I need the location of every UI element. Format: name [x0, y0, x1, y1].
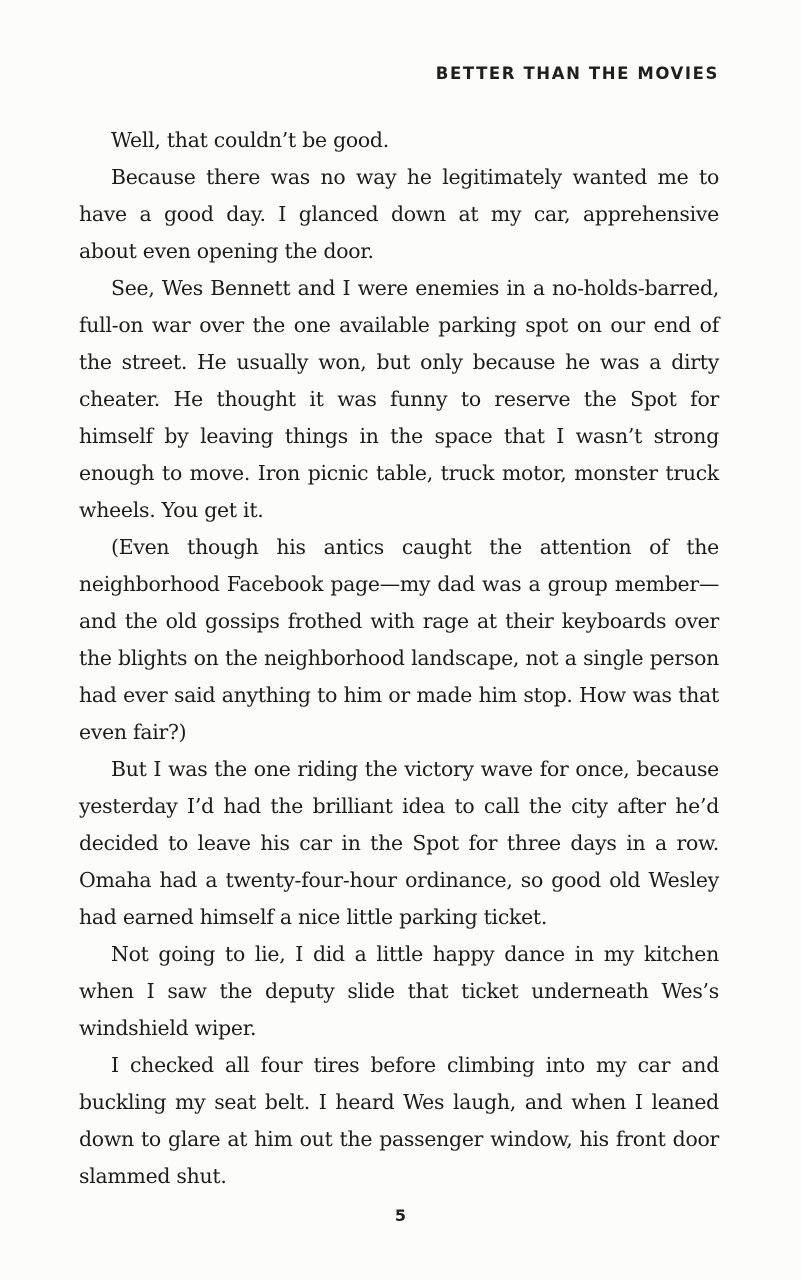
paragraph: Well, that couldn’t be good. — [111, 128, 389, 152]
paragraph: But I was the one riding the victory wave for once, because yesterday I’d had the brilliant idea to call the city after he’d decided to leave his car in the Spot for three days in a row. Omaha had a twenty-four-hour ordinance, so good old Wesley had earned himself a nice little parking ticket. — [79, 757, 719, 929]
paragraph: See, Wes Bennett and I were enemies in a no-holds-barred, full-on war over the one available parking spot on our end of the street. He usually won, but only because he was a dirty cheater. He thought it was funny to reserve the Spot for himself by leaving things in the space that I wasn’t strong enough to move. Iron picnic table, truck motor, monster truck wheels. You get it. — [79, 276, 719, 522]
body-text — [79, 122, 719, 1195]
paragraph: I checked all four tires before climbing into my car and buckling my seat belt. I heard Wes laugh, and when I leaned down to glare at him out the passenger window, his front door slammed shut. — [79, 1053, 719, 1188]
paragraph: Because there was no way he legitimately wanted me to have a good day. I glanced down at my car, apprehensive about even opening the door. — [79, 165, 719, 263]
page-number: 5 — [394, 1206, 407, 1225]
running-title: BETTER THAN THE MOVIES — [435, 64, 719, 83]
paragraph: (Even though his antics caught the attention of the neighborhood Facebook page—my dad was a group member—and the old gossips frothed with rage at their keyboards over the blights on the neighborhood landscape, not a single person had ever said anything to him or made him stop. How was that even fair?) — [79, 535, 719, 744]
paragraph: Not going to lie, I did a little happy dance in my kitchen when I saw the deputy slide that ticket underneath Wes’s windshield wiper. — [79, 942, 719, 1040]
